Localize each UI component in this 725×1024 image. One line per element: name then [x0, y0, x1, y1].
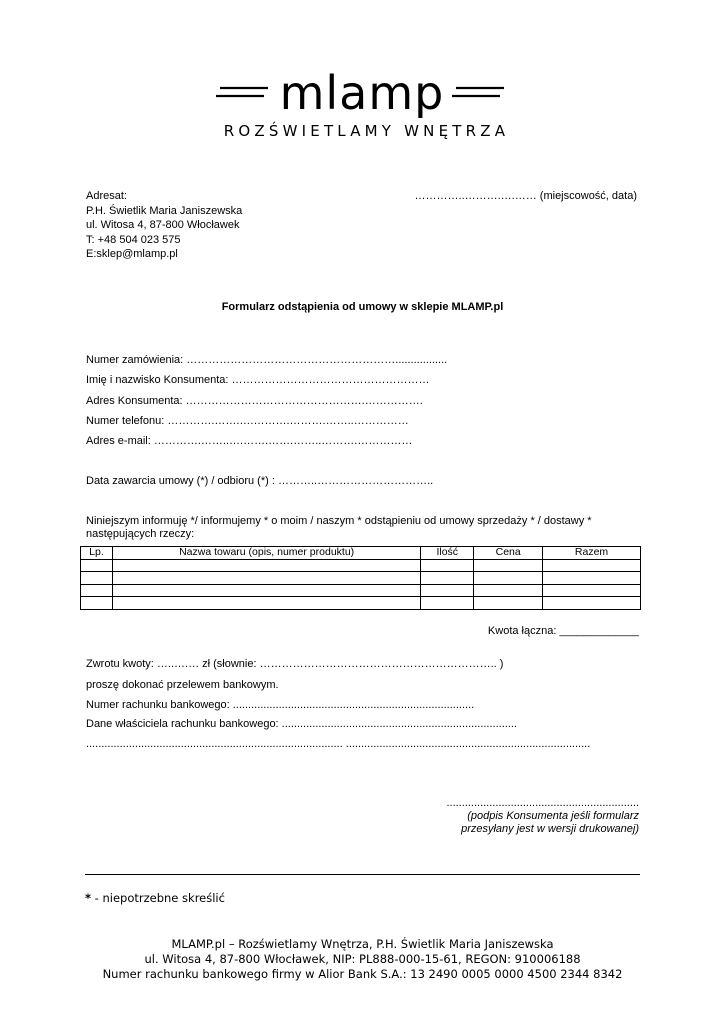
col-header: Ilość	[421, 547, 474, 560]
table-cell	[543, 584, 641, 597]
table-cell	[421, 572, 474, 585]
table-cell	[421, 597, 474, 610]
footer	[0, 937, 725, 982]
signature-caption: (podpis Konsumenta jeśli formularz	[467, 810, 639, 822]
contract-date-field: Data zawarcia umowy (*) / odbioru (*) : ………..…………………………..	[86, 475, 434, 487]
table-cell	[81, 572, 113, 585]
mlamp-logo	[212, 72, 512, 118]
footer-line: MLAMP.pl – Rozświetlamy Wnętrza, P.H. Świetlik Maria Janiszewska	[171, 937, 554, 951]
total-amount-field: Kwota łączna: _____________	[487, 625, 639, 637]
items-table	[80, 546, 641, 610]
addressee-line: T: +48 504 023 575	[86, 234, 181, 246]
footer-line: Numer rachunku bankowego firmy w Alior Bank S.A.: 13 2490 0005 0000 4500 2344 8342	[102, 967, 623, 981]
signature-caption: przesyłany jest w wersji drukowanej)	[461, 823, 639, 835]
order-number-field: Numer zamówienia: ………………………………………………….................	[86, 354, 448, 366]
table-header-row	[81, 547, 641, 560]
footnote-text: - niepotrzebne skreślić	[91, 891, 225, 905]
table-cell	[112, 572, 420, 585]
table-cell	[421, 559, 474, 572]
divider	[85, 874, 640, 875]
table-cell	[112, 584, 420, 597]
consumer-name-field: Imię i nazwisko Konsumenta: ………………………………………………	[86, 374, 430, 386]
table-cell	[112, 559, 420, 572]
table-row	[81, 597, 641, 610]
addressee-line: E:sklep@mlamp.pl	[86, 248, 178, 260]
email-field: Adres e-mail: ………….……..….…….…….……..……….……………	[86, 435, 413, 447]
table-row	[81, 572, 641, 585]
table-cell	[543, 572, 641, 585]
table-cell	[81, 559, 113, 572]
form-title: Formularz odstąpienia od umowy w sklepie MLAMP.pl	[221, 301, 504, 313]
signature-line: ...............................................................	[446, 797, 639, 809]
account-owner-field: Dane właściciela rachunku bankowego: .............................................................................	[86, 718, 517, 730]
table-cell	[543, 559, 641, 572]
table-cell	[474, 584, 543, 597]
footer-line: ul. Witosa 4, 87-800 Włocławek, NIP: PL888-000-15-61, REGON: 910006188	[144, 952, 581, 966]
col-header: Nazwa towaru (opis, numer produktu)	[112, 547, 420, 560]
col-header: Lp.	[81, 547, 113, 560]
table-cell	[474, 597, 543, 610]
footnote	[85, 891, 225, 905]
table-row	[81, 584, 641, 597]
footnote-star: *	[85, 891, 92, 905]
consumer-address-field: Adres Konsumenta: ………………………………………….…………….	[86, 395, 423, 407]
table-cell	[421, 584, 474, 597]
table-cell	[543, 597, 641, 610]
notice-text: następujących rzeczy:	[86, 528, 195, 540]
addressee-line: P.H. Świetlik Maria Janiszewska	[86, 205, 243, 217]
table-cell	[474, 572, 543, 585]
extra-dotted-line: .................................................................................... ................................................................................	[86, 738, 591, 750]
addressee-label: Adresat:	[86, 190, 127, 202]
tagline: ROZŚWIETLAMY WNĘTRZA	[223, 122, 510, 140]
addressee-line: ul. Witosa 4, 87-800 Włocławek	[86, 219, 240, 231]
notice-text: Niniejszym informuję */ informujemy * o moim / naszym * odstąpieniu od umowy sprzedaży * / dostawy *	[86, 515, 592, 527]
table-row	[81, 559, 641, 572]
col-header: Razem	[543, 547, 641, 560]
table-cell	[81, 584, 113, 597]
col-header: Cena	[474, 547, 543, 560]
refund-method-text: proszę dokonać przelewem bankowym.	[86, 679, 279, 691]
table-cell	[474, 559, 543, 572]
table-cell	[81, 597, 113, 610]
refund-amount-field: Zwrotu kwoty: …..….… zł (słownie: ……………………………………………………….. )	[86, 658, 504, 670]
bank-account-field: Numer rachunku bankowego: ...............................................................................	[86, 699, 475, 711]
logo-wordmark: mlamp	[279, 72, 445, 118]
table-cell	[112, 597, 420, 610]
place-date-field: …………..……….….…… (miejscowość, data)	[414, 190, 637, 202]
phone-field: Numer telefonu: ………….…….….……….……….……..……………	[86, 415, 409, 427]
